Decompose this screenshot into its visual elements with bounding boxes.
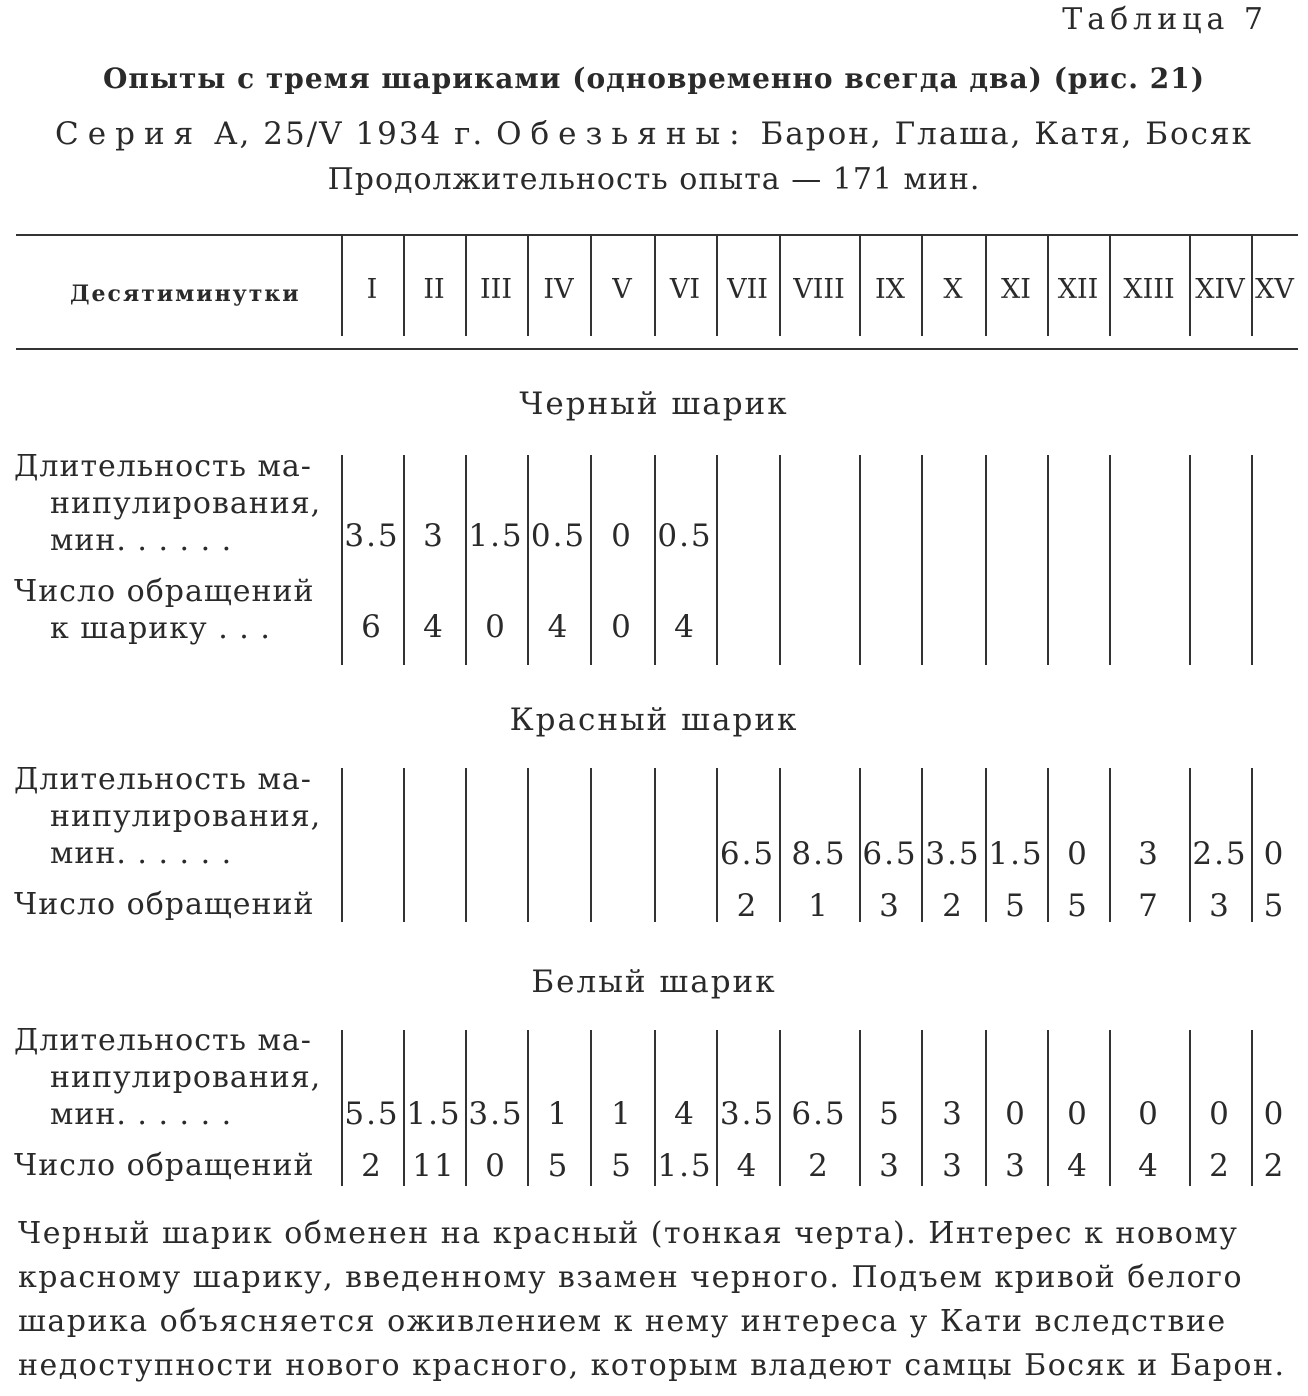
- column-divider: [859, 455, 861, 665]
- column-header: I: [366, 274, 378, 305]
- column-divider: [859, 1030, 861, 1186]
- column-header: VII: [727, 274, 768, 305]
- white-section-title: Белый шарик: [531, 964, 777, 1000]
- column-divider: [1251, 768, 1253, 922]
- black-count-cell: 4: [423, 609, 445, 645]
- red-duration-cell: 0: [1067, 836, 1089, 872]
- label-line: мин. . . . . .: [50, 523, 233, 558]
- column-divider: [779, 768, 781, 922]
- column-divider: [403, 1030, 405, 1186]
- column-header: XI: [1001, 274, 1031, 305]
- white-duration-cell: 0: [1263, 1096, 1286, 1132]
- red-duration-cell: 6.5: [862, 836, 918, 872]
- black-count-cell: 4: [547, 609, 570, 645]
- red-count-cell: 5: [1005, 888, 1027, 924]
- white-duration-cell: 3.5: [719, 1096, 776, 1132]
- red-count-cell: 3: [1209, 888, 1231, 924]
- column-divider: [1047, 236, 1049, 336]
- white-duration-cell: 5: [879, 1096, 901, 1132]
- table-number: Таблица 7: [1062, 2, 1268, 37]
- red-count-cell: 5: [1263, 888, 1286, 924]
- series-line: [0, 116, 1308, 152]
- column-header: VI: [669, 274, 701, 305]
- column-divider: [465, 455, 467, 665]
- column-divider: [341, 1030, 343, 1186]
- column-divider: [527, 1030, 529, 1186]
- label-line: Число обращений: [14, 1148, 315, 1183]
- black-duration-cell: 0: [611, 518, 633, 554]
- white-duration-cell: 1.5: [406, 1096, 462, 1132]
- header-top-rule: [16, 234, 1298, 236]
- column-divider: [403, 455, 405, 665]
- white-count-cell: 2: [808, 1148, 830, 1184]
- column-divider: [590, 236, 592, 336]
- white-duration-cell: 0: [1209, 1096, 1231, 1132]
- white-duration-cell: 5.5: [344, 1096, 400, 1132]
- white-duration-cell: 6.5: [791, 1096, 847, 1132]
- white-count-cell: 2: [1209, 1148, 1231, 1184]
- column-divider: [590, 1030, 592, 1186]
- column-header: VIII: [793, 274, 845, 305]
- column-divider: [527, 236, 529, 336]
- label-line: Число обращений: [14, 574, 315, 609]
- column-divider: [341, 455, 343, 665]
- column-divider: [465, 236, 467, 336]
- label-line: нипулирования,: [50, 799, 322, 834]
- white-count-cell: 3: [1005, 1148, 1027, 1184]
- white-count-cell: 2: [1263, 1148, 1286, 1184]
- column-divider: [1251, 1030, 1253, 1186]
- red-count-cell: 1: [808, 888, 830, 924]
- series-label: Серия: [55, 116, 203, 152]
- column-divider: [779, 1030, 781, 1186]
- column-divider: [1109, 236, 1111, 336]
- column-divider: [1047, 768, 1049, 922]
- column-divider: [654, 1030, 656, 1186]
- black-count-cell: 0: [611, 609, 633, 645]
- black-count-label: [14, 573, 314, 647]
- column-divider: [527, 455, 529, 665]
- column-header: IV: [543, 274, 574, 305]
- white-duration-cell: 0: [1138, 1096, 1160, 1132]
- column-divider: [465, 768, 467, 922]
- white-count-cell: 3: [879, 1148, 901, 1184]
- white-duration-cell: 3: [942, 1096, 964, 1132]
- column-divider: [1189, 1030, 1191, 1186]
- label-line: мин. . . . . .: [50, 1097, 233, 1132]
- label-line: нипулирования,: [50, 1060, 322, 1095]
- red-duration-cell: 3: [1138, 836, 1160, 872]
- column-header: IX: [875, 274, 905, 305]
- column-divider: [985, 455, 987, 665]
- column-divider: [921, 455, 923, 665]
- column-divider: [859, 236, 861, 336]
- column-divider: [1189, 768, 1191, 922]
- header-bottom-rule: [16, 348, 1298, 350]
- black-duration-cell: 0.5: [530, 518, 587, 554]
- black-duration-cell: 3: [423, 518, 445, 554]
- column-divider: [1251, 236, 1253, 336]
- white-count-label: [14, 1147, 314, 1184]
- white-duration-cell: 4: [674, 1096, 696, 1132]
- white-count-cell: 5: [547, 1148, 570, 1184]
- red-duration-cell: 8.5: [791, 836, 847, 872]
- column-divider: [985, 1030, 987, 1186]
- white-count-cell: 11: [412, 1148, 456, 1184]
- red-duration-label: [14, 761, 321, 872]
- red-duration-cell: 3.5: [925, 836, 981, 872]
- red-count-cell: 5: [1067, 888, 1089, 924]
- white-duration-label: [14, 1022, 321, 1133]
- column-divider: [716, 768, 718, 922]
- column-header: X: [943, 274, 963, 305]
- white-count-cell: 5: [611, 1148, 633, 1184]
- black-duration-cell: 1.5: [468, 518, 524, 554]
- label-line: мин. . . . . .: [50, 836, 233, 871]
- red-duration-cell: 0: [1263, 836, 1286, 872]
- red-count-cell: 2: [942, 888, 964, 924]
- column-divider: [716, 1030, 718, 1186]
- red-section-title: Красный шарик: [509, 702, 799, 738]
- white-duration-cell: 0: [1005, 1096, 1027, 1132]
- column-divider: [403, 236, 405, 336]
- white-count-cell: 0: [485, 1148, 507, 1184]
- column-header: III: [480, 274, 512, 305]
- white-count-cell: 4: [1138, 1148, 1160, 1184]
- red-count-cell: 2: [736, 888, 759, 924]
- white-duration-cell: 0: [1067, 1096, 1089, 1132]
- column-divider: [654, 455, 656, 665]
- monkeys-label: Обезьяны:: [496, 116, 749, 152]
- column-header: XIV: [1195, 274, 1245, 305]
- red-count-label: [14, 886, 314, 923]
- column-header: II: [423, 274, 445, 305]
- red-count-cell: 3: [879, 888, 901, 924]
- column-divider: [1251, 455, 1253, 665]
- column-divider: [590, 455, 592, 665]
- column-divider: [341, 768, 343, 922]
- column-divider: [590, 768, 592, 922]
- red-count-cell: 7: [1138, 888, 1160, 924]
- column-divider: [1109, 455, 1111, 665]
- white-duration-cell: 3.5: [468, 1096, 524, 1132]
- column-divider: [921, 236, 923, 336]
- experiment-duration: Продолжительность опыта — 171 мин.: [327, 162, 981, 197]
- white-count-cell: 4: [1067, 1148, 1089, 1184]
- label-line: к шарику . . .: [50, 611, 271, 646]
- white-count-cell: 4: [736, 1148, 759, 1184]
- monkeys-names: Барон, Глаша, Катя, Босяк: [760, 116, 1253, 152]
- label-line: нипулирования,: [50, 486, 322, 521]
- black-duration-cell: 3.5: [344, 518, 400, 554]
- column-divider: [341, 236, 343, 336]
- column-header: XIII: [1123, 274, 1175, 305]
- column-divider: [403, 768, 405, 922]
- column-divider: [1189, 236, 1191, 336]
- column-divider: [527, 768, 529, 922]
- white-count-cell: 1.5: [657, 1148, 713, 1184]
- column-divider: [921, 1030, 923, 1186]
- black-count-cell: 6: [361, 609, 383, 645]
- column-header: XV: [1255, 274, 1294, 305]
- header-label: Десятиминутки: [70, 281, 301, 307]
- red-duration-cell: 6.5: [719, 836, 776, 872]
- column-divider: [1189, 455, 1191, 665]
- column-divider: [1109, 1030, 1111, 1186]
- label-line: Длительность ма-: [14, 762, 312, 797]
- column-header: V: [612, 274, 632, 305]
- column-divider: [716, 455, 718, 665]
- column-divider: [654, 768, 656, 922]
- column-header: XII: [1057, 274, 1099, 305]
- table-title: Опыты с тремя шариками (одновременно всегда два) (рис. 21): [103, 62, 1205, 95]
- label-line: Длительность ма-: [14, 1023, 312, 1058]
- black-duration-label: [14, 448, 321, 559]
- white-count-cell: 3: [942, 1148, 964, 1184]
- red-duration-cell: 2.5: [1192, 836, 1248, 872]
- white-duration-cell: 1: [547, 1096, 570, 1132]
- commentary-paragraph: Черный шарик обменен на красный (тонкая черта). Интерес к новому красному шарику, введенному взамен черного. Подъем кривой белого шарика объясняется оживлением к нему интереса у Кати вследствие недоступности нового красного, которым владеют самцы Босяк и Барон.: [18, 1216, 1286, 1383]
- column-divider: [985, 236, 987, 336]
- column-divider: [465, 1030, 467, 1186]
- label-line: Число обращений: [14, 887, 315, 922]
- column-divider: [1109, 768, 1111, 922]
- column-divider: [779, 236, 781, 336]
- series-text: А, 25/V 1934 г.: [214, 116, 485, 152]
- column-divider: [1047, 1030, 1049, 1186]
- red-duration-cell: 1.5: [988, 836, 1044, 872]
- black-count-cell: 4: [674, 609, 696, 645]
- black-section-title: Черный шарик: [519, 386, 789, 422]
- white-count-cell: 2: [361, 1148, 383, 1184]
- column-divider: [654, 236, 656, 336]
- column-divider: [716, 236, 718, 336]
- label-line: Длительность ма-: [14, 449, 312, 484]
- column-divider: [859, 768, 861, 922]
- column-divider: [985, 768, 987, 922]
- black-duration-cell: 0.5: [657, 518, 713, 554]
- column-divider: [779, 455, 781, 665]
- white-duration-cell: 1: [611, 1096, 633, 1132]
- column-divider: [1047, 455, 1049, 665]
- column-divider: [921, 768, 923, 922]
- black-count-cell: 0: [485, 609, 507, 645]
